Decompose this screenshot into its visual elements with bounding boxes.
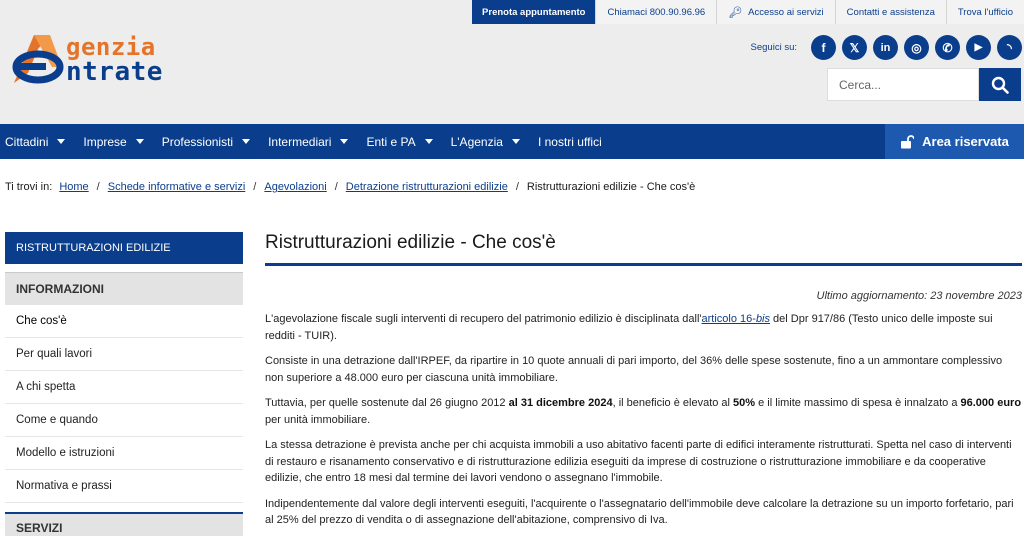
breadcrumb-prefix: Ti trovi in: <box>5 181 53 193</box>
breadcrumb-separator: / <box>515 181 519 193</box>
seguici-label: Seguici su: <box>750 42 797 53</box>
nav-label: Professionisti <box>161 134 234 149</box>
rss-icon[interactable]: ◝ <box>997 35 1022 60</box>
nav-item-intermediari[interactable] <box>262 124 360 159</box>
p3-bold-date: al 31 dicembre 2024 <box>508 397 613 409</box>
page-title: Ristrutturazioni edilizie - Che cos'è <box>265 232 1022 266</box>
youtube-icon[interactable]: ▶ <box>966 35 991 60</box>
area-riservata-label: Area riservata <box>922 134 1009 149</box>
nav-item-nostri-uffici[interactable] <box>532 124 614 159</box>
logo-mark-icon <box>4 27 68 87</box>
breadcrumb-link-home[interactable]: Home <box>59 181 89 193</box>
search-icon <box>991 76 1009 94</box>
main-content <box>265 232 1022 529</box>
caret-down-icon <box>57 139 65 144</box>
paragraph-2: Consiste in una detrazione dall'IRPEF, da ripartire in 10 quote annuali di pari importo, del 36% delle spese sostenute, fino a un ammontare complessivo non superiore a 48.000 euro per ciascuna unità immobiliare. <box>265 355 1003 384</box>
sidebar-section-informazioni: INFORMAZIONI <box>5 272 243 305</box>
logo-text-ntrate: ntrate <box>66 57 163 87</box>
link-text: articolo 16- <box>701 313 756 325</box>
whatsapp-icon[interactable]: ✆ <box>935 35 960 60</box>
search-input[interactable] <box>827 68 979 101</box>
accesso-servizi-link[interactable] <box>716 0 834 24</box>
contatti-assistenza-link[interactable]: Contatti e assistenza <box>835 0 946 24</box>
breadcrumb-separator: / <box>253 181 257 193</box>
sidebar <box>5 232 243 536</box>
nav-item-cittadini[interactable] <box>0 124 77 159</box>
linkedin-icon[interactable]: in <box>873 35 898 60</box>
nav-label: L'Agenzia <box>450 134 503 149</box>
instagram-icon[interactable]: ◎ <box>904 35 929 60</box>
caret-down-icon <box>340 139 348 144</box>
trova-ufficio-link[interactable]: Trova l'ufficio <box>946 0 1024 24</box>
logo-text-genzia: genzia <box>66 33 156 61</box>
articolo-16-bis-link[interactable] <box>702 313 770 325</box>
breadcrumb-current: Ristrutturazioni edilizie - Che cos'è <box>526 181 696 193</box>
accesso-servizi-label: Accesso ai servizi <box>748 6 824 18</box>
sidebar-section-servizi: SERVIZI <box>5 512 243 536</box>
sidebar-header[interactable]: RISTRUTTURAZIONI EDILIZIE <box>5 232 243 264</box>
breadcrumb-link-agevolazioni[interactable]: Agevolazioni <box>264 181 327 193</box>
utility-bar <box>472 0 1024 24</box>
caret-down-icon <box>242 139 250 144</box>
caret-down-icon <box>136 139 144 144</box>
breadcrumb-link-schede[interactable]: Schede informative e servizi <box>107 181 246 193</box>
p3-bold-amount: 96.000 euro <box>960 397 1022 409</box>
nav-item-imprese[interactable] <box>77 124 155 159</box>
paragraph-5: Indipendentemente dal valore degli interventi eseguiti, l'acquirente o l'assegnatario dell'immobile deve calcolare la detrazione su un importo forfetario, pari al 25% del prezzo di vendita o di assegnazione dell'abitazione, comprensivo di Iva. <box>265 497 1014 526</box>
nav-label: Enti e PA <box>366 134 416 149</box>
paragraph-1 <box>265 311 1022 344</box>
search-button[interactable] <box>979 68 1021 101</box>
key-icon: 🔑︎ <box>728 6 743 19</box>
sidebar-item-normativa-prassi[interactable]: Normativa e prassi <box>5 470 243 503</box>
breadcrumb-link-detrazione[interactable]: Detrazione ristrutturazioni edilizie <box>345 181 508 193</box>
p3-text-d: e il limite massimo di spesa è innalzato a <box>755 397 961 409</box>
breadcrumb <box>5 181 695 193</box>
search-bar <box>827 68 1021 101</box>
p3-text-a: Tuttavia, per quelle sostenute dal 26 giugno 2012 <box>265 397 509 409</box>
paragraph-3 <box>265 395 1022 428</box>
nav-label: Imprese <box>83 134 127 149</box>
caret-down-icon <box>425 139 433 144</box>
sidebar-item-che-cose[interactable]: Che cos'è <box>5 305 243 338</box>
breadcrumb-separator: / <box>96 181 100 193</box>
breadcrumb-separator: / <box>334 181 338 193</box>
sidebar-item-modello-istruzioni[interactable]: Modello e istruzioni <box>5 437 243 470</box>
agenzia-entrate-logo[interactable] <box>4 27 194 89</box>
site-header <box>0 0 1024 124</box>
p1-text-a: L'agevolazione fiscale sugli interventi di recupero del patrimonio edilizio è disciplinata dall' <box>265 313 702 325</box>
sidebar-item-come-e-quando[interactable]: Come e quando <box>5 404 243 437</box>
prenota-appuntamento-link[interactable]: Prenota appuntamento <box>472 0 595 24</box>
p3-text-e: per unità immobiliare. <box>265 413 371 426</box>
nav-item-agenzia[interactable] <box>445 124 532 159</box>
sidebar-item-a-chi-spetta[interactable]: A chi spetta <box>5 371 243 404</box>
nav-label: Intermediari <box>268 134 332 149</box>
unlock-icon <box>900 135 914 149</box>
social-links <box>751 35 1022 60</box>
main-nav <box>0 124 1024 159</box>
p3-text-c: , il beneficio è elevato al <box>612 397 734 409</box>
nav-label: I nostri uffici <box>537 134 602 149</box>
p3-bold-percent: 50% <box>733 397 756 409</box>
sidebar-item-per-quali-lavori[interactable]: Per quali lavori <box>5 338 243 371</box>
caret-down-icon <box>512 139 520 144</box>
last-updated: Ultimo aggiornamento: 23 novembre 2023 <box>816 290 1022 302</box>
facebook-icon[interactable]: f <box>811 35 836 60</box>
x-icon[interactable]: 𝕏 <box>842 35 867 60</box>
chiamaci-link[interactable]: Chiamaci 800.90.96.96 <box>595 0 716 24</box>
area-riservata-button[interactable] <box>885 124 1024 159</box>
nav-label: Cittadini <box>5 134 49 149</box>
link-text-italic: bis <box>755 313 770 325</box>
p1-text-b: del Dpr 917/86 (Testo unico delle imposte sui redditi - TUIR). <box>265 313 993 342</box>
paragraph-4: La stessa detrazione è prevista anche per chi acquista immobili a uso abitativo facenti parte di edifici interamente ristrutturati. Spetta nel caso di interventi di restauro e risanamento conservativo e di ristrutturazione edilizia eseguiti da imprese di costruzione o ristrutturazione immobiliare e da cooperative edilizie, che entro 18 mesi dal termine dei lavori vendono o assegnano l'immobile. <box>265 439 1012 484</box>
nav-item-professionisti[interactable] <box>156 124 262 159</box>
nav-item-enti-pa[interactable] <box>360 124 444 159</box>
